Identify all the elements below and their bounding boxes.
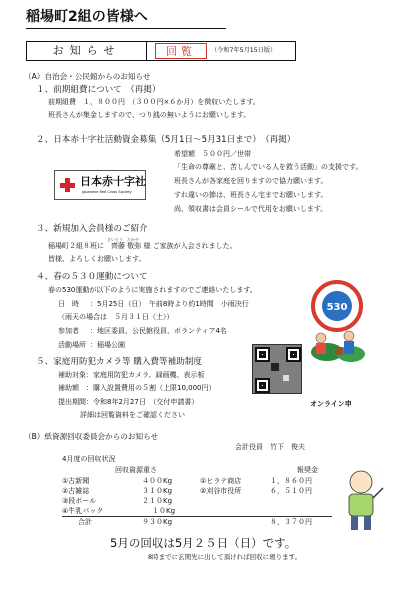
item1-line1: 前期組費 １，８００円 （３００円×６か月）を徴収いたします。: [48, 98, 260, 106]
cleanup-illustration: [303, 278, 371, 364]
row-weight: １０Kg: [152, 507, 176, 515]
item4-date-value: ：5月25日（日） 午前8時より約1時間 小雨決行: [90, 300, 249, 308]
issue-date: （令和7年5月15日版）: [211, 47, 277, 54]
item4-people-label: 参加者: [58, 327, 79, 335]
row-name: ③段ボール: [62, 497, 97, 505]
item5-amount: 補助額 ：購入設置費用の５割（上限10,000円）: [58, 384, 216, 392]
item2-line3: 班長さんが各家庭を回りますので協力願います。: [174, 177, 328, 185]
month-label: 4月度の回収状況: [62, 455, 116, 463]
adult-icon: [344, 331, 354, 341]
item4-rain-value: （雨天の場合は ５月３１日（土））: [58, 313, 174, 321]
item3-line2: 皆様、よろしくお願いします。: [48, 255, 146, 263]
person-body-icon: [349, 494, 373, 516]
row-name: ④牛乳パック: [62, 507, 104, 515]
section-a-heading: （A）自治会・公民館からのお知らせ: [24, 72, 151, 81]
total-divider: [62, 516, 332, 517]
item3-line1: 稲場町２組８班に 齊藤 敬弥 様 ご家族が入会されました。: [48, 242, 237, 250]
item4-line1: 春の530運動が以下のように実施されますのでご連絡いたします。: [48, 286, 257, 294]
row-amount: ６，５１０円: [270, 487, 312, 495]
collection-note: 8時までに玄関先に出して頂ければ回収に廻ります。: [148, 553, 302, 561]
officer-name: 会計役員 竹下 俊夫: [235, 443, 305, 451]
total-weight: ９３０Kg: [142, 518, 173, 526]
row-weight: ２１０Kg: [142, 497, 173, 505]
item2-title: ２、日本赤十字社活動資金募集（5月1日～5月31日まで） （再掲）: [36, 135, 296, 145]
item4-people-value: ：地区委員、公民館役員、ボランティア4名: [90, 327, 227, 335]
total-label: 合計: [78, 518, 92, 526]
notice-label: お知らせ: [27, 42, 147, 60]
row-weight: ４００Kg: [142, 477, 173, 485]
item4-title: ４、春の５３０運動について: [36, 272, 148, 282]
item2-line4: すれ違いの節は、班長さん宅までお願いします。: [174, 191, 328, 199]
page-title: 稲場町2組の皆様へ: [26, 9, 148, 25]
logo-subtext: Japanese Red Cross Society: [82, 190, 132, 194]
name-ruby: さいとう たかや: [107, 237, 139, 242]
row-amount: １，８６０円: [270, 477, 312, 485]
item2-line2: 「生命の尊厳と、苦しんでいる人を救う活動」の支援です。: [174, 163, 363, 171]
row-weight: ３１０Kg: [142, 487, 173, 495]
item4-place-label: 活動場所: [58, 341, 86, 349]
person-illustration: [335, 468, 387, 534]
item4-place-value: ：稲場公園: [90, 341, 125, 349]
logo-text: 日本赤十字社: [80, 175, 146, 188]
item1-line2: 班長さんが集金しますので、つり銭の無いようにお願いします。: [48, 111, 251, 119]
item3-title: ３、新規加入会員様のご紹介: [36, 224, 148, 234]
badge-number: 530: [326, 302, 348, 313]
row-name: ②古雑誌: [62, 487, 90, 495]
qr-code[interactable]: [252, 344, 302, 394]
row-shop: ①ヒラテ商店: [200, 477, 242, 485]
item2-line5: 尚、領収書は会員シールで代用をお願いします。: [174, 205, 328, 213]
notice-header: [26, 41, 296, 61]
item5-deadline: 提出期間：令和8年2月27日 （交付申請書）: [58, 398, 199, 406]
person-head-icon: [350, 471, 372, 493]
row-shop: ②刈谷市役所: [200, 487, 242, 495]
title-underline: [26, 28, 226, 29]
row-name: ①古新聞: [62, 477, 90, 485]
item5-detail: 詳細は回覧資料をご確認ください: [80, 411, 185, 419]
online-apply-label[interactable]: オンライン申: [310, 400, 352, 408]
new-member-name: 齊藤 敬弥: [111, 242, 142, 250]
kairan-stamp: 回覧: [155, 43, 207, 59]
item1-title: １、前期組費について （再掲）: [36, 85, 161, 95]
item5-target: 補助対象：家庭用防犯カメラ、録画機、表示板: [58, 371, 205, 379]
trash-bag-icon: [336, 347, 343, 355]
child-icon: [316, 333, 326, 343]
col-weight-header: 回収資源重さ: [115, 466, 157, 474]
item4-date-label: 日 時: [58, 300, 79, 308]
section-b-heading: （B）紙資源回収委員会からのお知らせ: [24, 432, 159, 441]
total-amount: ８，３７０円: [270, 518, 312, 526]
next-collection: 5月の回収は5月２５日（日）です。: [110, 536, 297, 550]
item2-line1: 希望額 ５００円／世帯: [174, 150, 251, 158]
col-reward-header: 報奨金: [297, 466, 318, 474]
red-cross-logo: [54, 170, 146, 200]
item5-title: ５、家庭用防犯カメラ等 購入費等補助制度: [36, 357, 203, 367]
